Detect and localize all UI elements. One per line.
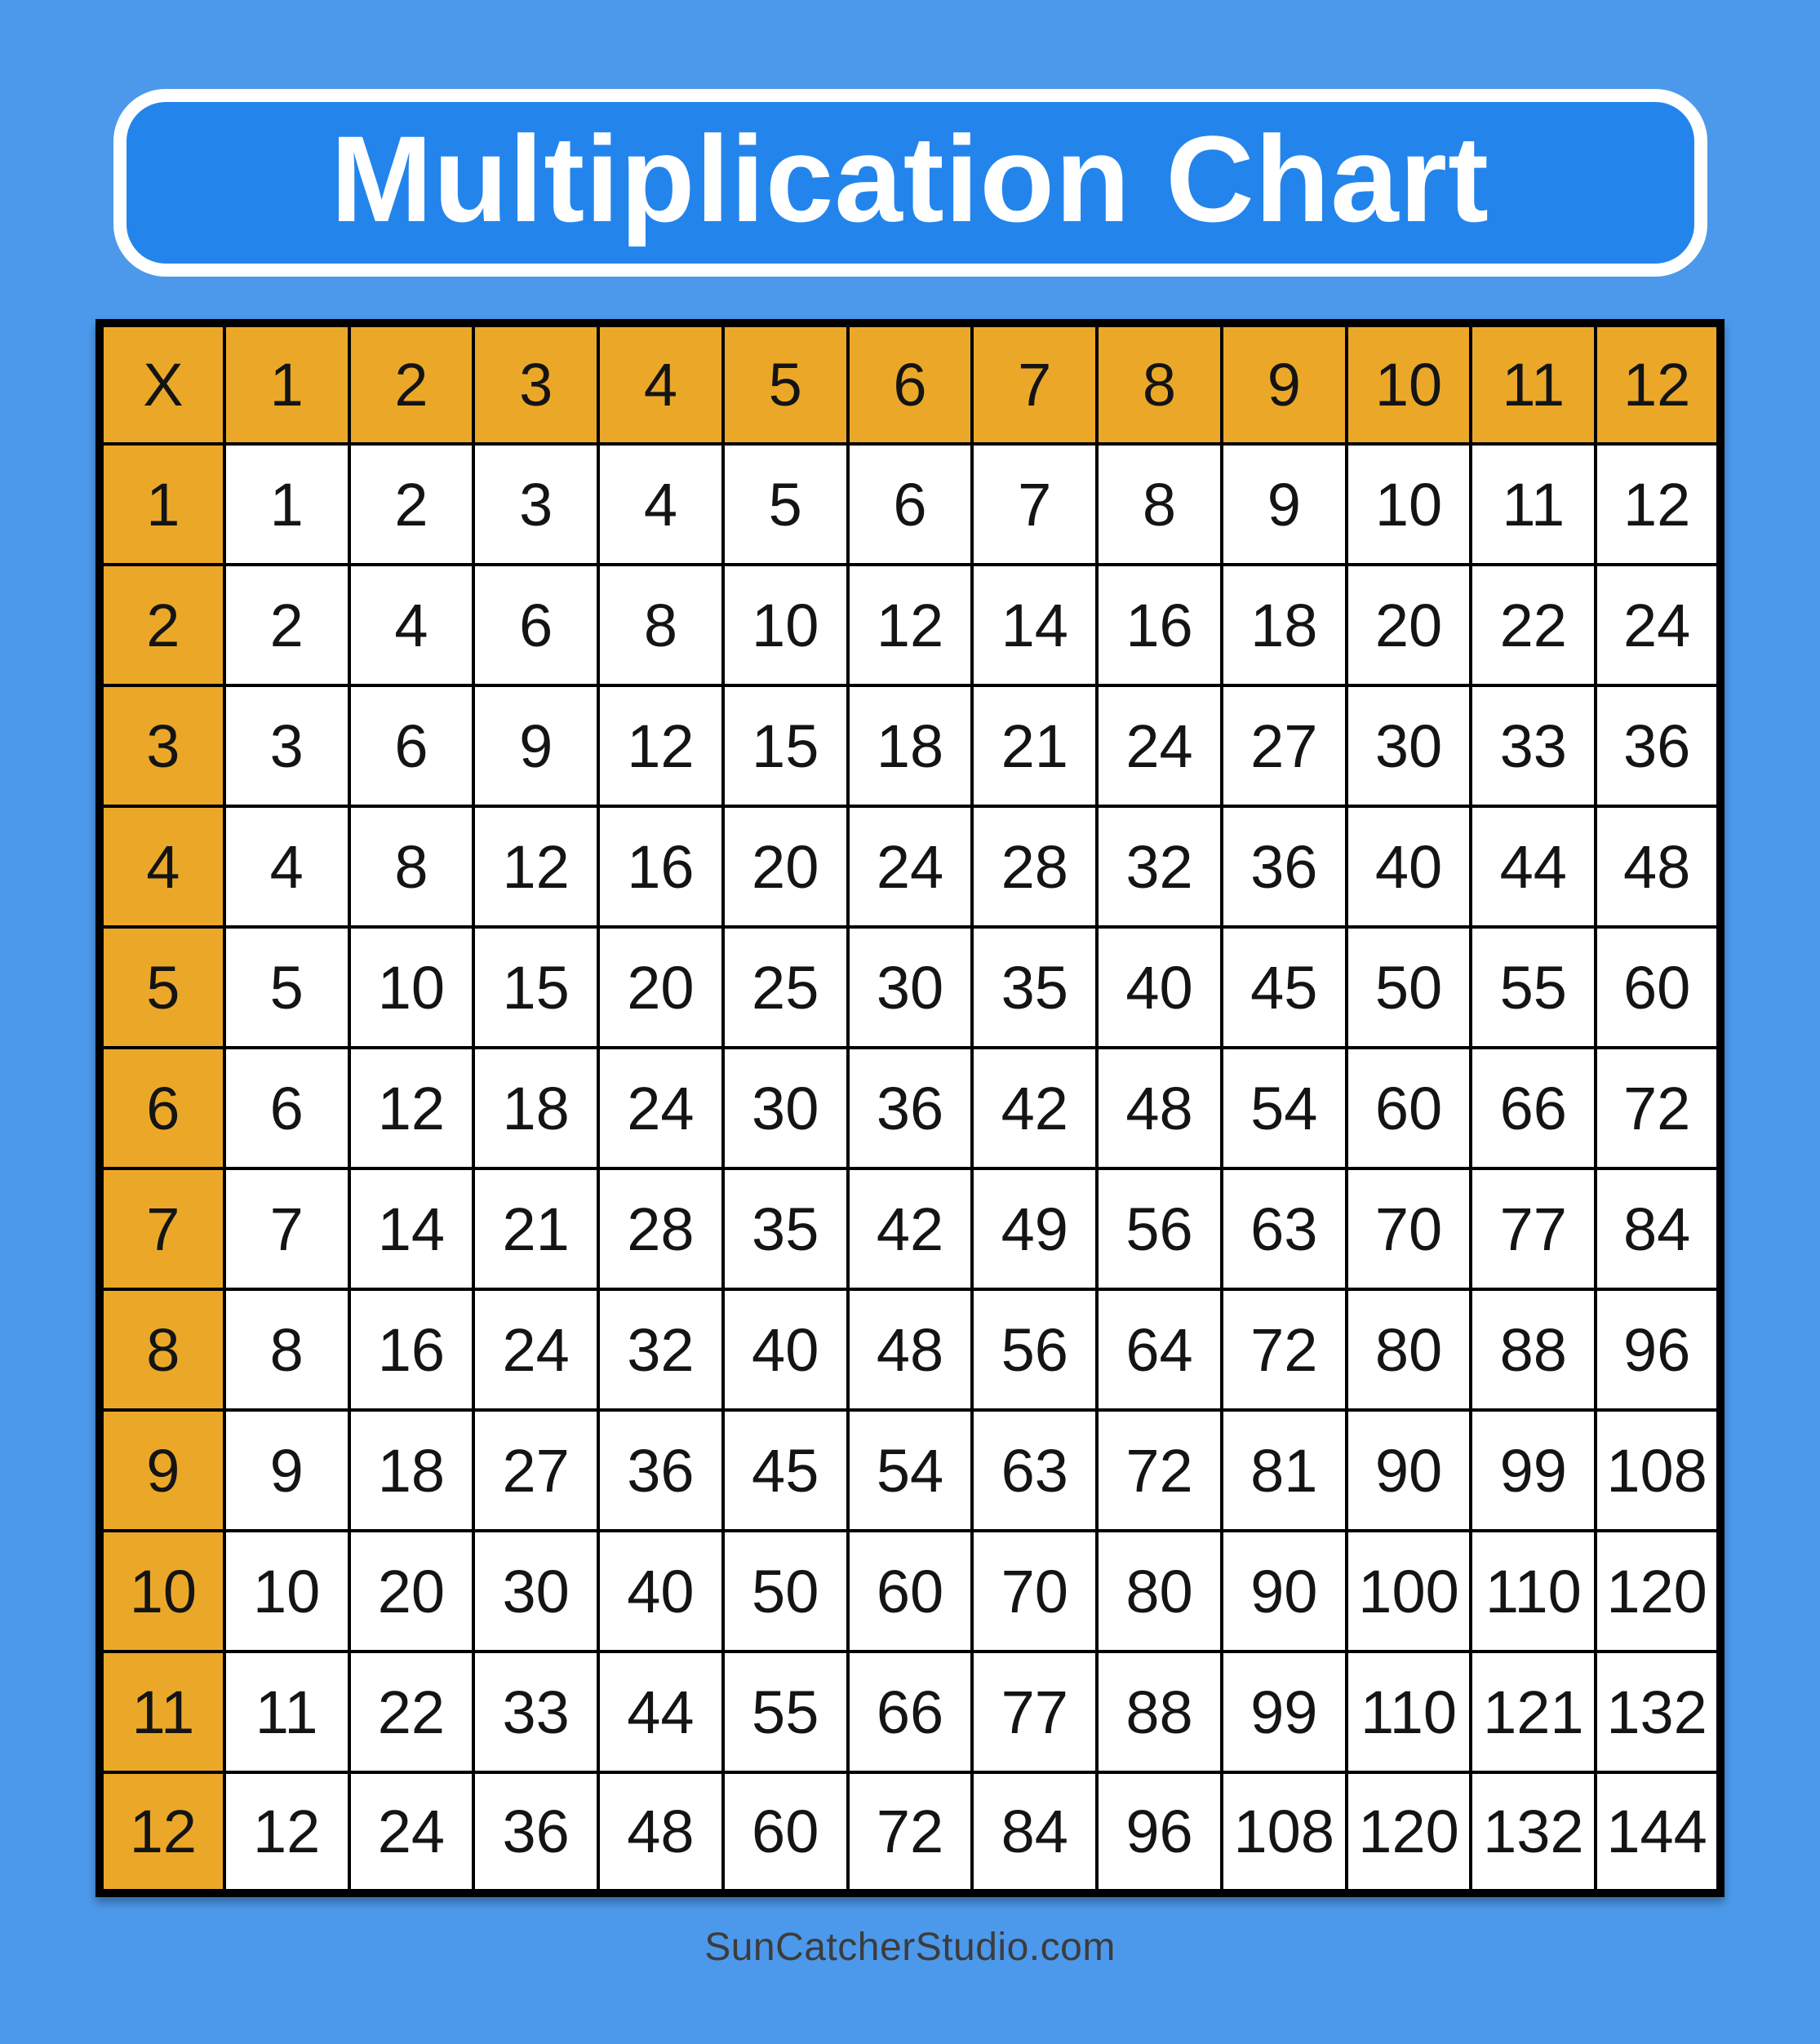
product-cell: 108	[1596, 1410, 1720, 1531]
row-header-cell: 8	[100, 1289, 224, 1410]
product-cell: 33	[473, 1652, 598, 1772]
product-cell: 24	[848, 806, 973, 927]
product-cell: 21	[972, 685, 1097, 806]
product-cell: 1	[224, 444, 349, 565]
product-cell: 16	[1097, 565, 1222, 685]
product-cell: 30	[1347, 685, 1472, 806]
product-cell: 36	[1596, 685, 1720, 806]
product-cell: 12	[473, 806, 598, 927]
product-cell: 10	[224, 1531, 349, 1652]
product-cell: 108	[1222, 1772, 1347, 1893]
product-cell: 21	[473, 1168, 598, 1289]
product-cell: 48	[1596, 806, 1720, 927]
product-cell: 48	[1097, 1048, 1222, 1168]
product-cell: 25	[723, 927, 848, 1048]
column-header-cell: 9	[1222, 323, 1347, 444]
row-header-cell: 2	[100, 565, 224, 685]
product-cell: 55	[723, 1652, 848, 1772]
product-cell: 22	[1471, 565, 1596, 685]
product-cell: 9	[1222, 444, 1347, 565]
product-cell: 12	[224, 1772, 349, 1893]
product-cell: 70	[972, 1531, 1097, 1652]
product-cell: 14	[349, 1168, 474, 1289]
product-cell: 27	[1222, 685, 1347, 806]
product-cell: 8	[1097, 444, 1222, 565]
product-cell: 10	[723, 565, 848, 685]
product-cell: 4	[349, 565, 474, 685]
product-cell: 77	[1471, 1168, 1596, 1289]
product-cell: 45	[723, 1410, 848, 1531]
product-cell: 20	[598, 927, 723, 1048]
table-row	[100, 1410, 1720, 1531]
product-cell: 28	[972, 806, 1097, 927]
product-cell: 72	[848, 1772, 973, 1893]
product-cell: 132	[1471, 1772, 1596, 1893]
product-cell: 48	[848, 1289, 973, 1410]
product-cell: 80	[1097, 1531, 1222, 1652]
product-cell: 8	[598, 565, 723, 685]
product-cell: 66	[1471, 1048, 1596, 1168]
product-cell: 63	[1222, 1168, 1347, 1289]
product-cell: 50	[723, 1531, 848, 1652]
product-cell: 81	[1222, 1410, 1347, 1531]
product-cell: 45	[1222, 927, 1347, 1048]
multiplication-table-body	[100, 323, 1720, 1893]
column-header-cell: 1	[224, 323, 349, 444]
product-cell: 77	[972, 1652, 1097, 1772]
product-cell: 10	[1347, 444, 1472, 565]
product-cell: 80	[1347, 1289, 1472, 1410]
product-cell: 44	[598, 1652, 723, 1772]
product-cell: 15	[473, 927, 598, 1048]
product-cell: 24	[473, 1289, 598, 1410]
product-cell: 30	[473, 1531, 598, 1652]
product-cell: 11	[224, 1652, 349, 1772]
header-row	[100, 323, 1720, 444]
product-cell: 16	[598, 806, 723, 927]
product-cell: 90	[1347, 1410, 1472, 1531]
row-header-cell: 7	[100, 1168, 224, 1289]
product-cell: 20	[349, 1531, 474, 1652]
table-row	[100, 565, 1720, 685]
product-cell: 36	[473, 1772, 598, 1893]
product-cell: 44	[1471, 806, 1596, 927]
product-cell: 121	[1471, 1652, 1596, 1772]
product-cell: 24	[1097, 685, 1222, 806]
product-cell: 54	[1222, 1048, 1347, 1168]
page	[0, 89, 1820, 2044]
table-row	[100, 806, 1720, 927]
product-cell: 60	[1347, 1048, 1472, 1168]
product-cell: 36	[848, 1048, 973, 1168]
corner-cell: X	[100, 323, 224, 444]
column-header-cell: 10	[1347, 323, 1472, 444]
product-cell: 30	[848, 927, 973, 1048]
product-cell: 24	[349, 1772, 474, 1893]
row-header-cell: 4	[100, 806, 224, 927]
product-cell: 8	[349, 806, 474, 927]
product-cell: 54	[848, 1410, 973, 1531]
product-cell: 18	[1222, 565, 1347, 685]
product-cell: 15	[723, 685, 848, 806]
row-header-cell: 6	[100, 1048, 224, 1168]
product-cell: 7	[972, 444, 1097, 565]
product-cell: 32	[598, 1289, 723, 1410]
product-cell: 9	[224, 1410, 349, 1531]
product-cell: 63	[972, 1410, 1097, 1531]
product-cell: 84	[972, 1772, 1097, 1893]
row-header-cell: 5	[100, 927, 224, 1048]
page-title: Multiplication Chart	[331, 110, 1489, 247]
product-cell: 42	[848, 1168, 973, 1289]
row-header-cell: 11	[100, 1652, 224, 1772]
table-row	[100, 1531, 1720, 1652]
product-cell: 60	[723, 1772, 848, 1893]
product-cell: 28	[598, 1168, 723, 1289]
product-cell: 84	[1596, 1168, 1720, 1289]
product-cell: 3	[224, 685, 349, 806]
product-cell: 22	[349, 1652, 474, 1772]
product-cell: 18	[473, 1048, 598, 1168]
column-header-cell: 12	[1596, 323, 1720, 444]
row-header-cell: 3	[100, 685, 224, 806]
product-cell: 120	[1347, 1772, 1472, 1893]
product-cell: 36	[1222, 806, 1347, 927]
product-cell: 35	[972, 927, 1097, 1048]
product-cell: 132	[1596, 1652, 1720, 1772]
product-cell: 88	[1471, 1289, 1596, 1410]
product-cell: 100	[1347, 1531, 1472, 1652]
table-row	[100, 1652, 1720, 1772]
product-cell: 12	[349, 1048, 474, 1168]
product-cell: 12	[1596, 444, 1720, 565]
row-header-cell: 1	[100, 444, 224, 565]
column-header-cell: 8	[1097, 323, 1222, 444]
product-cell: 60	[848, 1531, 973, 1652]
product-cell: 24	[598, 1048, 723, 1168]
product-cell: 12	[598, 685, 723, 806]
product-cell: 70	[1347, 1168, 1472, 1289]
table-row	[100, 1289, 1720, 1410]
product-cell: 18	[349, 1410, 474, 1531]
product-cell: 33	[1471, 685, 1596, 806]
product-cell: 6	[848, 444, 973, 565]
product-cell: 12	[848, 565, 973, 685]
product-cell: 6	[473, 565, 598, 685]
product-cell: 110	[1347, 1652, 1472, 1772]
table-row	[100, 1168, 1720, 1289]
footer-credit: SunCatcherStudio.com	[704, 1926, 1116, 1969]
product-cell: 56	[1097, 1168, 1222, 1289]
product-cell: 66	[848, 1652, 973, 1772]
product-cell: 6	[349, 685, 474, 806]
product-cell: 32	[1097, 806, 1222, 927]
row-header-cell: 10	[100, 1531, 224, 1652]
product-cell: 48	[598, 1772, 723, 1893]
product-cell: 5	[723, 444, 848, 565]
table-row	[100, 444, 1720, 565]
row-header-cell: 12	[100, 1772, 224, 1893]
product-cell: 11	[1471, 444, 1596, 565]
product-cell: 50	[1347, 927, 1472, 1048]
product-cell: 99	[1222, 1652, 1347, 1772]
product-cell: 99	[1471, 1410, 1596, 1531]
column-header-cell: 7	[972, 323, 1097, 444]
product-cell: 9	[473, 685, 598, 806]
product-cell: 4	[598, 444, 723, 565]
product-cell: 72	[1097, 1410, 1222, 1531]
product-cell: 30	[723, 1048, 848, 1168]
product-cell: 5	[224, 927, 349, 1048]
product-cell: 72	[1222, 1289, 1347, 1410]
product-cell: 56	[972, 1289, 1097, 1410]
product-cell: 2	[349, 444, 474, 565]
product-cell: 35	[723, 1168, 848, 1289]
product-cell: 2	[224, 565, 349, 685]
table-row	[100, 927, 1720, 1048]
product-cell: 10	[349, 927, 474, 1048]
product-cell: 88	[1097, 1652, 1222, 1772]
product-cell: 40	[598, 1531, 723, 1652]
product-cell: 96	[1097, 1772, 1222, 1893]
product-cell: 14	[972, 565, 1097, 685]
table-row	[100, 1772, 1720, 1893]
product-cell: 40	[1347, 806, 1472, 927]
multiplication-table	[95, 319, 1725, 1897]
product-cell: 24	[1596, 565, 1720, 685]
product-cell: 8	[224, 1289, 349, 1410]
column-header-cell: 6	[848, 323, 973, 444]
product-cell: 96	[1596, 1289, 1720, 1410]
product-cell: 40	[723, 1289, 848, 1410]
column-header-cell: 4	[598, 323, 723, 444]
product-cell: 49	[972, 1168, 1097, 1289]
column-header-cell: 11	[1471, 323, 1596, 444]
product-cell: 55	[1471, 927, 1596, 1048]
table-row	[100, 685, 1720, 806]
product-cell: 7	[224, 1168, 349, 1289]
product-cell: 144	[1596, 1772, 1720, 1893]
product-cell: 64	[1097, 1289, 1222, 1410]
product-cell: 40	[1097, 927, 1222, 1048]
product-cell: 120	[1596, 1531, 1720, 1652]
product-cell: 27	[473, 1410, 598, 1531]
row-header-cell: 9	[100, 1410, 224, 1531]
product-cell: 6	[224, 1048, 349, 1168]
table-row	[100, 1048, 1720, 1168]
column-header-cell: 2	[349, 323, 474, 444]
product-cell: 4	[224, 806, 349, 927]
product-cell: 3	[473, 444, 598, 565]
product-cell: 20	[723, 806, 848, 927]
product-cell: 42	[972, 1048, 1097, 1168]
title-banner	[113, 89, 1707, 277]
product-cell: 16	[349, 1289, 474, 1410]
product-cell: 20	[1347, 565, 1472, 685]
product-cell: 60	[1596, 927, 1720, 1048]
column-header-cell: 3	[473, 323, 598, 444]
product-cell: 18	[848, 685, 973, 806]
product-cell: 110	[1471, 1531, 1596, 1652]
product-cell: 90	[1222, 1531, 1347, 1652]
column-header-cell: 5	[723, 323, 848, 444]
product-cell: 36	[598, 1410, 723, 1531]
product-cell: 72	[1596, 1048, 1720, 1168]
